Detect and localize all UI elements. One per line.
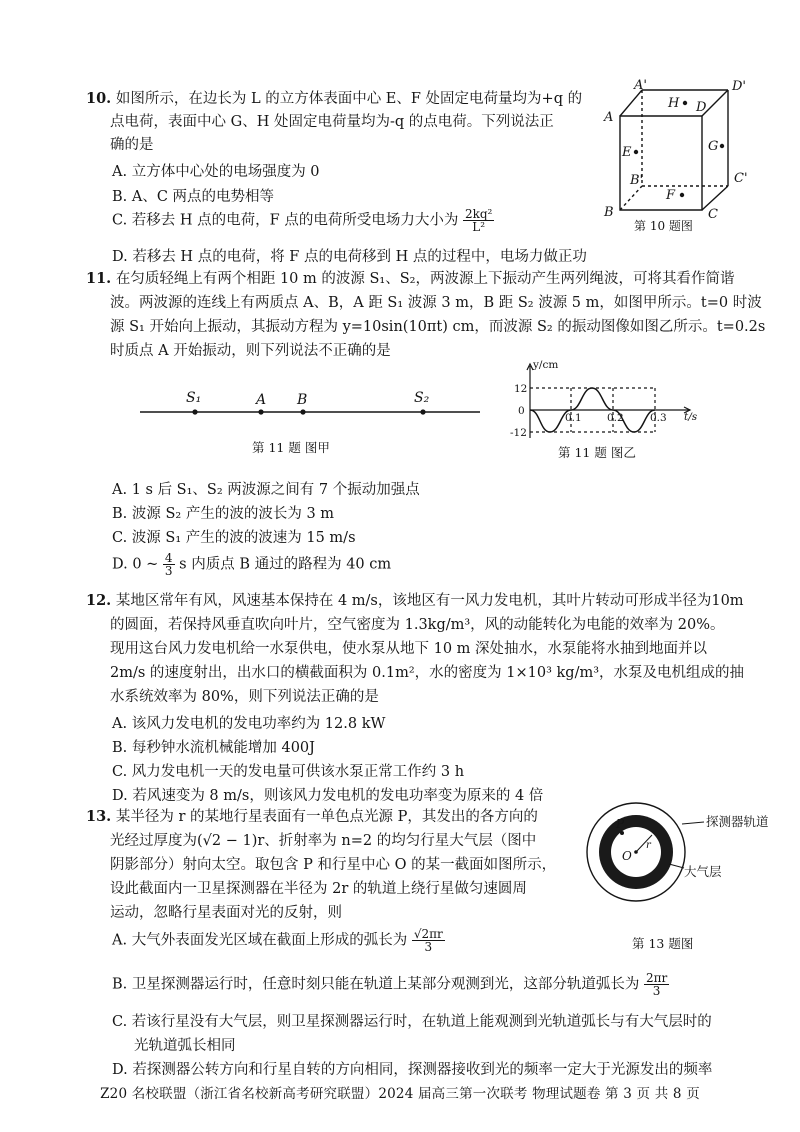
option-a: A. 该风力发电机的发电功率约为 12.8 kW (112, 716, 386, 732)
point-a (258, 409, 263, 414)
xtick-0-2: 0.2 (607, 412, 624, 424)
label-c: C (708, 207, 718, 222)
label-p: P (616, 817, 625, 831)
stem-line: 的圆面，若保持风垂直吹向叶片，空气密度为 1.3kg/m³，风的动能转化为电能的效率为 20%。 (110, 617, 725, 633)
figure-caption: 第 13 题图 (632, 936, 694, 951)
question-number: 10. (86, 90, 112, 107)
ylabel: y/cm (533, 359, 559, 371)
ytick-0: 0 (518, 405, 525, 417)
figure-yi (500, 358, 710, 462)
option-d: D. 0 ~ $\frac{4}{3}$ s 内质点 B 通过的路程为 40 cm (112, 551, 392, 578)
label-s2: S₂ (414, 390, 430, 406)
ytick-12: 12 (514, 383, 528, 395)
label-b: B (604, 205, 614, 220)
label-d-prime: D' (732, 79, 746, 94)
stem-line: 波。两波源的连线上有两质点 A、B，A 距 S₁ 波源 3 m，B 距 S₂ 波源 5 m，如图甲所示。t=0 时波 (110, 295, 762, 311)
stem-line: 点电荷，表面中心 G、H 处固定电荷量均为-q 的点电荷。下列说法正 (110, 114, 554, 130)
fraction: $\frac{√2\pi r}{3}$ (413, 927, 443, 954)
stem-line: 如图所示，在边长为 L 的立方体表面中心 E、F 处固定电荷量均为+q 的 (115, 91, 583, 107)
figure-jia (140, 380, 490, 460)
label-a-prime: A' (634, 78, 647, 93)
option-d: D. 若探测器公转方向和行星自转的方向相同，探测器接收到光的频率一定大于光源发出的频率 (112, 1062, 713, 1078)
cube-figure (598, 78, 768, 238)
option-a: A. 立方体中心处的电场强度为 0 (112, 164, 320, 180)
label-b: B (297, 392, 308, 408)
light-source-p (620, 831, 624, 835)
label-c-prime: C' (734, 171, 748, 186)
stem-line: 光经过厚度为(√2 − 1)r、折射率为 n=2 的均匀行星大气层（图中 (110, 833, 537, 849)
point-s2 (420, 409, 425, 414)
option-c: C. 风力发电机一天的发电量可供该水泵正常工作约 3 h (112, 764, 465, 780)
stem-line: 水系统效率为 80%，则下列说法正确的是 (110, 689, 379, 705)
label-a: A (256, 392, 267, 408)
label-d: D (696, 100, 707, 115)
fraction: $\frac{\text{2kq²}}{\text{L²}}$ (464, 207, 493, 234)
option-b: B. 每秒钟水流机械能增加 400J (112, 740, 315, 756)
point-s1 (192, 409, 197, 414)
stem-line: 现用这台风力发电机给一水泵供电，使水泵从地下 10 m 深处抽水，水泵能将水抽到地面并以 (110, 641, 708, 657)
option-c-line2: 光轨道弧长相同 (134, 1038, 236, 1054)
option-a: A. 大气外表面发光区域在截面上形成的弧长为 $\frac{√2\pi r}{3}$ (112, 927, 443, 954)
atmosphere-label: 大气层 (684, 864, 722, 879)
stem-line: 在匀质轻绳上有两个相距 10 m 的波源 S₁、S₂，两波源上下振动产生两列绳波，可将其看作简谐 (115, 271, 735, 287)
fraction: $\frac{4}{3}$ (164, 551, 173, 578)
stem-line: 设此截面内一卫星探测器在半径为 2r 的轨道上绕行星做匀速圆周 (110, 881, 527, 897)
label-f: F (666, 188, 676, 203)
option-c-line1: C. 若该行星没有大气层，则卫星探测器运行时，在轨道上能观测到光轨道弧长与有大气层时的 (112, 1014, 712, 1030)
page-footer: Z20 名校联盟（浙江省名校新高考研究联盟）2024 届高三第一次联考 物理试题卷 第 3 页 共 8 页 (100, 1086, 700, 1102)
planet-figure (572, 800, 772, 924)
label-s1: S₁ (186, 390, 202, 406)
option-c: C. 若移去 H 点的电荷，F 点的电荷所受电场力大小为 $\frac{\text{2kq²}}{\text{L²}}$ (112, 207, 493, 234)
figure-caption: 第 10 题图 (634, 219, 693, 233)
xtick-0-1: 0.1 (565, 412, 582, 424)
option-c: C. 波源 S₁ 产生的波的波速为 15 m/s (112, 530, 356, 546)
stem-line: 源 S₁ 开始向上振动，其振动方程为 y=10sin(10πt) cm，而波源 S₂ 的振动图像如图乙所示。t=0.2s (110, 319, 766, 335)
label-r: r (646, 840, 651, 851)
label-b-prime: B' (630, 173, 644, 188)
label-o: O (622, 849, 632, 863)
xlabel: t/s (684, 411, 698, 423)
stem-line: 运动，忽略行星表面对光的反射，则 (110, 905, 342, 921)
stem-line: 某半径为 r 的某地行星表面有一单色点光源 P，其发出的各方向的 (115, 809, 538, 825)
point-b (300, 409, 305, 414)
orbit-label: 探测器轨道 (706, 814, 769, 829)
option-b: B. 波源 S₂ 产生的波的波长为 3 m (112, 506, 335, 522)
option-d: D. 若风速变为 8 m/s，则该风力发电机的发电功率变为原来的 4 倍 (112, 788, 544, 804)
label-e: E (622, 145, 632, 160)
option-b: B. A、C 两点的电势相等 (112, 189, 275, 205)
stem-line: 阴影部分）射向太空。取包含 P 和行星中心 O 的某一截面如图所示， (110, 857, 557, 873)
option-b: B. 卫星探测器运行时，任意时刻只能在轨道上某部分观测到光，这部分轨道弧长为 $\frac{2\pi r}{3}$ (112, 971, 668, 998)
label-a: A (604, 110, 614, 125)
ytick-neg12: -12 (510, 427, 527, 439)
stem-line: 2m/s 的速度射出，出水口的横截面积为 0.1m²，水的密度为 1×10³ kg/m³，水泵及电机组成的抽 (110, 665, 745, 681)
xtick-0-3: 0.3 (650, 412, 667, 424)
figure-caption: 第 11 题 图甲 (252, 440, 330, 455)
option-d: D. 若移去 H 点的电荷，将 F 点的电荷移到 H 点的过程中，电场力做正功 (112, 249, 587, 265)
option-a: A. 1 s 后 S₁、S₂ 两波源之间有 7 个振动加强点 (112, 482, 420, 498)
label-h: H (668, 96, 680, 111)
label-g: G (708, 139, 719, 154)
question-number: 11. (86, 270, 112, 287)
stem-line: 某地区常年有风，风速基本保持在 4 m/s，该地区有一风力发电机，其叶片转动可形成半径为10m (115, 593, 744, 609)
fraction: $\frac{2\pi r}{3}$ (645, 971, 668, 998)
question-number: 13. (86, 808, 112, 825)
stem-line: 时质点 A 开始振动，则下列说法不正确的是 (110, 343, 391, 359)
figure-caption: 第 11 题 图乙 (558, 445, 636, 460)
question-number: 12. (86, 592, 112, 609)
stem-line: 确的是 (110, 137, 154, 153)
